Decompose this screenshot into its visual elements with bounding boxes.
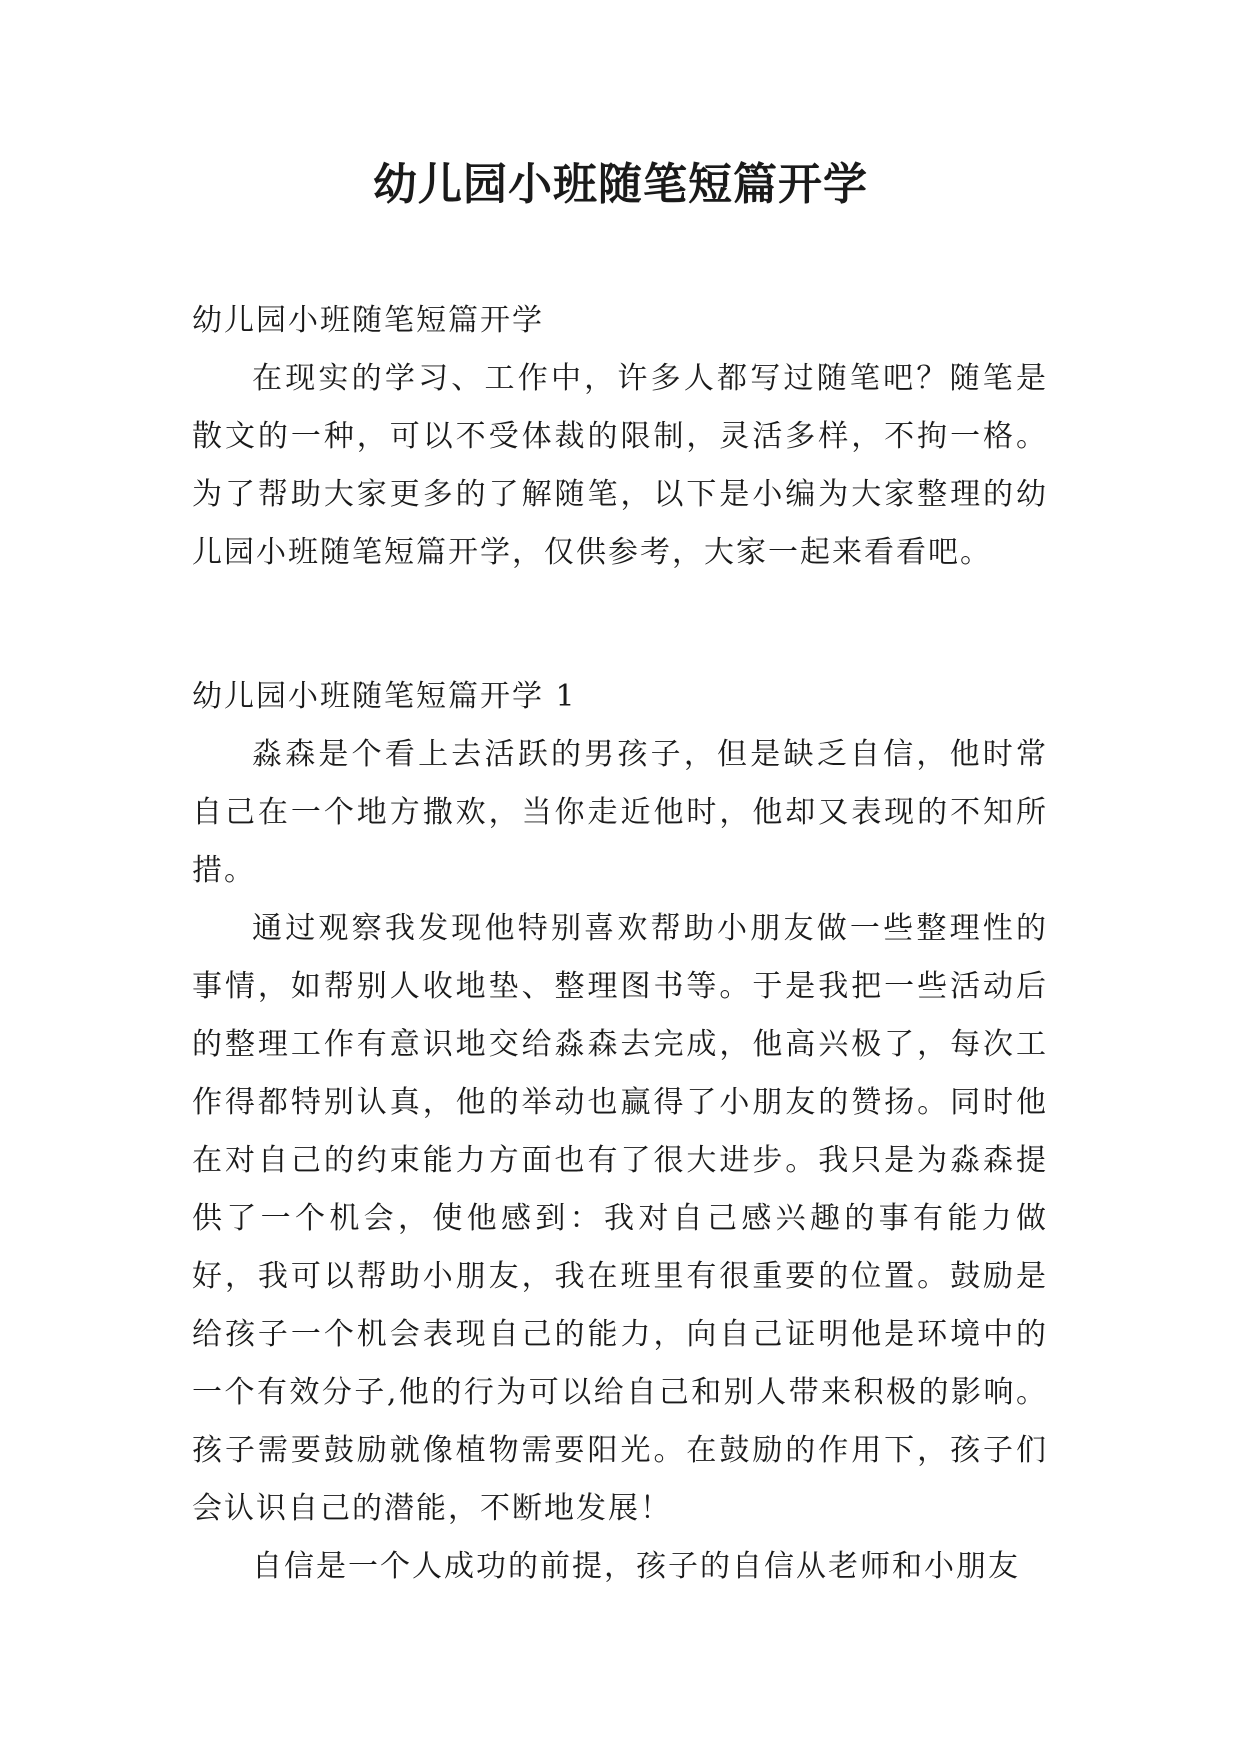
section-1-paragraph-3: 自信是一个人成功的前提，孩子的自信从老师和小朋友 bbox=[252, 1549, 1020, 1584]
intro-paragraph: 在现实的学习、工作中，许多人都写过随笔吧？随笔是散文的一种，可以不受体裁的限制，灵活多样，不拘一格。为了帮助大家更多的了解随笔，以下是小编为大家整理的幼儿园小班随笔短篇开学，仅供参考，大家一起来看看吧。 bbox=[192, 361, 1048, 570]
document-title: 幼儿园小班随笔短篇开学 bbox=[373, 159, 868, 210]
section-1-heading: 幼儿园小班随笔短篇开学 1 bbox=[192, 679, 577, 714]
section-1-paragraph-1: 淼森是个看上去活跃的男孩子，但是缺乏自信，他时常自己在一个地方撒欢，当你走近他时，他却又表现的不知所措。 bbox=[192, 737, 1048, 888]
intro-heading: 幼儿园小班随笔短篇开学 bbox=[192, 303, 544, 338]
document-body bbox=[192, 292, 1048, 1596]
section-1-paragraph-2: 通过观察我发现他特别喜欢帮助小朋友做一些整理性的事情，如帮别人收地垫、整理图书等。于是我把一些活动后的整理工作有意识地交给淼森去完成，他高兴极了，每次工作得都特别认真，他的举动也赢得了小朋友的赞扬。同时他在对自己的约束能力方面也有了很大进步。我只是为淼森提供了一个机会，使他感到：我对自己感兴趣的事有能力做好，我可以帮助小朋友，我在班里有很重要的位置。鼓励是给孩子一个机会表现自己的能力，向自己证明他是环境中的一个有效分子,他的行为可以给自己和别人带来积极的影响。孩子需要鼓励就像植物需要阳光。在鼓励的作用下，孩子们会认识自己的潜能，不断地发展！ bbox=[192, 911, 1048, 1526]
section-spacer bbox=[192, 582, 1048, 668]
